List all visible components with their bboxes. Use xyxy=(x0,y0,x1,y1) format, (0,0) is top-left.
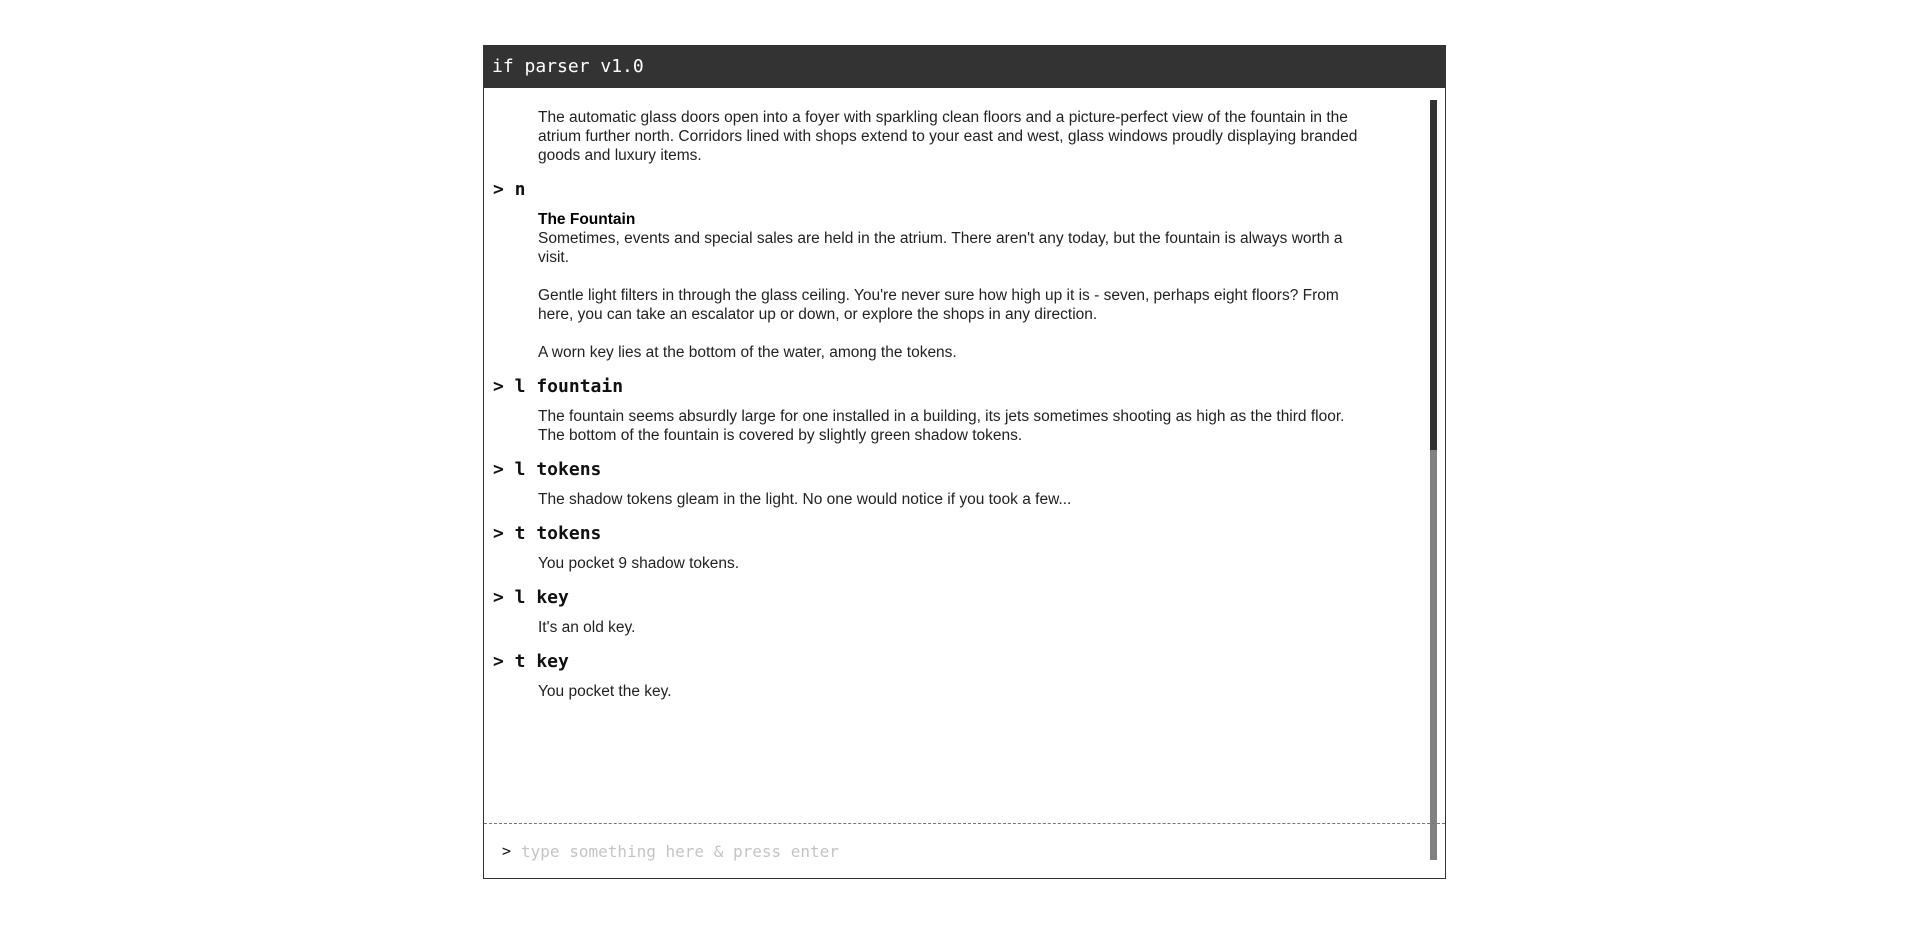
command-line: > t tokens xyxy=(493,523,602,544)
response-block xyxy=(538,407,1375,445)
response-paragraph: The fountain seems absurdly large for one installed in a building, its jets sometimes shooting as high as the third floor. The bottom of the fountain is covered by slightly green shadow tokens. xyxy=(538,408,1345,444)
response-block xyxy=(538,210,1375,362)
command-line: > l tokens xyxy=(493,459,602,480)
response-paragraph: Gentle light filters in through the glass ceiling. You're never sure how high up it is - seven, perhaps eight floors? From here, you can take an escalator up or down, or explore the shops in any direction. xyxy=(538,287,1339,323)
response-block xyxy=(538,490,1375,509)
response-block xyxy=(538,554,1375,573)
response-paragraph: You pocket the key. xyxy=(538,683,672,700)
response-paragraph xyxy=(538,210,1375,267)
command-line: > t key xyxy=(493,651,569,672)
transcript-log[interactable] xyxy=(484,88,1435,818)
command-line: > n xyxy=(493,179,526,200)
command-line: > l fountain xyxy=(493,376,624,397)
response-paragraph: You pocket 9 shadow tokens. xyxy=(538,555,740,572)
response-paragraph: A worn key lies at the bottom of the water, among the tokens. xyxy=(538,344,957,361)
intro-text: The automatic glass doors open into a foyer with sparkling clean floors and a picture-perfect view of the fountain in the atrium further north. Corridors lined with shops extend to your east and west, glass windows proudly displaying branded goods and luxury items. xyxy=(538,109,1358,164)
response-block xyxy=(538,682,1375,701)
response-paragraph: The shadow tokens gleam in the light. No one would notice if you took a few... xyxy=(538,491,1072,508)
scrollbar-thumb[interactable] xyxy=(1430,100,1437,450)
response-block xyxy=(538,618,1375,637)
command-input-bar xyxy=(484,824,1445,878)
parser-window xyxy=(483,45,1446,879)
window-title: if parser v1.0 xyxy=(492,56,644,77)
response-block xyxy=(538,108,1375,165)
input-prompt: > xyxy=(502,842,512,860)
command-input[interactable] xyxy=(519,841,1323,862)
command-line: > l key xyxy=(493,587,569,608)
title-bar xyxy=(484,46,1445,88)
response-paragraph: It's an old key. xyxy=(538,619,636,636)
room-title: The Fountain xyxy=(538,211,636,228)
room-description: Sometimes, events and special sales are held in the atrium. There aren't any today, but the fountain is always worth a visit. xyxy=(538,230,1343,266)
